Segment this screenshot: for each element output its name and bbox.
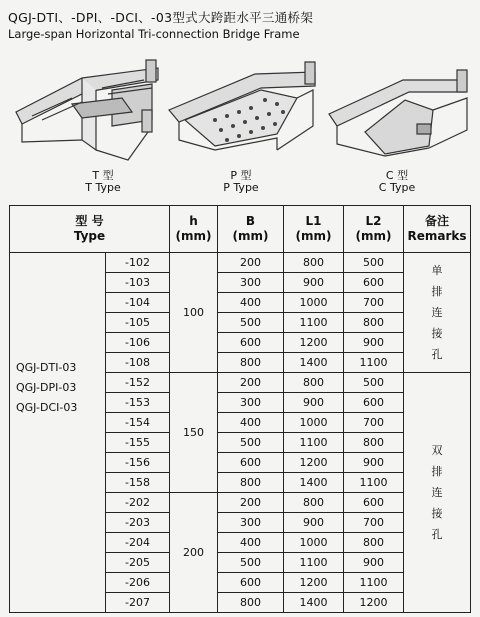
type-suffix-cell: -206 — [106, 573, 170, 593]
l1-value-cell: 1000 — [284, 413, 344, 433]
model-names-cell — [10, 253, 106, 613]
l2-value-cell: 600 — [344, 393, 404, 413]
type-suffix-cell: -203 — [106, 513, 170, 533]
type-suffix-cell: -155 — [106, 433, 170, 453]
l1-value-cell: 1100 — [284, 313, 344, 333]
t-type-tray-drawing — [12, 50, 162, 168]
l2-value-cell: 1100 — [344, 353, 404, 373]
c-type-caption-cn: C 型 — [385, 169, 409, 182]
title-english: Large-span Horizontal Tri-connection Bridge Frame — [8, 27, 300, 41]
header-remarks — [404, 206, 471, 253]
remarks-char: 双 — [431, 444, 443, 457]
remarks-cell — [404, 253, 471, 373]
b-value-cell: 600 — [218, 453, 284, 473]
header-b — [218, 206, 284, 253]
remarks-char: 连 — [431, 306, 443, 319]
p-type-caption — [196, 170, 286, 194]
l2-value-cell: 500 — [344, 373, 404, 393]
type-suffix-cell: -103 — [106, 273, 170, 293]
type-suffix-cell: -205 — [106, 553, 170, 573]
type-suffix-cell: -154 — [106, 413, 170, 433]
figure-area — [0, 50, 480, 200]
l2-value-cell: 700 — [344, 513, 404, 533]
table-header-row — [10, 206, 471, 253]
type-suffix-cell: -104 — [106, 293, 170, 313]
t-type-caption-en: T Type — [85, 181, 121, 194]
header-remarks-cn: 备注 — [424, 214, 449, 228]
model-name: QGJ-DTI-03 — [16, 361, 77, 374]
table-row — [10, 253, 471, 273]
b-value-cell: 200 — [218, 373, 284, 393]
header-l1-label: L1 — [305, 214, 322, 228]
l1-value-cell: 900 — [284, 273, 344, 293]
l2-value-cell: 800 — [344, 433, 404, 453]
l2-value-cell: 800 — [344, 313, 404, 333]
type-suffix-cell: -158 — [106, 473, 170, 493]
l1-value-cell: 800 — [284, 253, 344, 273]
b-value-cell: 400 — [218, 293, 284, 313]
type-suffix-cell: -108 — [106, 353, 170, 373]
model-name: QGJ-DPI-03 — [16, 381, 77, 394]
l2-value-cell: 800 — [344, 533, 404, 553]
table-body — [10, 253, 471, 613]
b-value-cell: 400 — [218, 413, 284, 433]
b-value-cell: 200 — [218, 253, 284, 273]
remarks-char: 孔 — [431, 348, 443, 361]
l2-value-cell: 700 — [344, 413, 404, 433]
header-h-label: h — [189, 214, 198, 228]
type-suffix-cell: -105 — [106, 313, 170, 333]
b-value-cell: 600 — [218, 573, 284, 593]
l2-value-cell: 1200 — [344, 593, 404, 613]
b-value-cell: 300 — [218, 393, 284, 413]
header-h-unit: (mm) — [175, 229, 212, 243]
type-suffix-cell: -102 — [106, 253, 170, 273]
l1-value-cell: 1000 — [284, 293, 344, 313]
l2-value-cell: 700 — [344, 293, 404, 313]
b-value-cell: 500 — [218, 553, 284, 573]
remarks-char: 排 — [431, 465, 443, 478]
l1-value-cell: 1100 — [284, 553, 344, 573]
c-type-tray-drawing — [325, 50, 475, 168]
p-type-caption-en: P Type — [223, 181, 259, 194]
b-value-cell: 500 — [218, 433, 284, 453]
c-type-caption-en: C Type — [378, 181, 416, 194]
p-type-tray-drawing — [165, 50, 325, 168]
l1-value-cell: 1400 — [284, 473, 344, 493]
remarks-char: 排 — [431, 285, 443, 298]
remarks-char: 接 — [431, 327, 443, 340]
b-value-cell: 300 — [218, 513, 284, 533]
b-value-cell: 800 — [218, 593, 284, 613]
l2-value-cell: 900 — [344, 453, 404, 473]
c-type-caption — [352, 170, 442, 194]
b-value-cell: 500 — [218, 313, 284, 333]
l2-value-cell: 600 — [344, 493, 404, 513]
type-suffix-cell: -207 — [106, 593, 170, 613]
l2-value-cell: 600 — [344, 273, 404, 293]
h-value-cell: 150 — [170, 373, 218, 493]
type-suffix-cell: -152 — [106, 373, 170, 393]
type-suffix-cell: -156 — [106, 453, 170, 473]
h-value-cell: 100 — [170, 253, 218, 373]
header-type — [10, 206, 170, 253]
b-value-cell: 800 — [218, 473, 284, 493]
remarks-char: 连 — [431, 486, 443, 499]
type-suffix-cell: -202 — [106, 493, 170, 513]
p-type-caption-cn: P 型 — [230, 169, 252, 182]
l1-value-cell: 800 — [284, 493, 344, 513]
b-value-cell: 400 — [218, 533, 284, 553]
remarks-char: 孔 — [431, 528, 443, 541]
header-type-cn: 型 号 — [75, 214, 104, 228]
model-name: QGJ-DCI-03 — [16, 401, 78, 414]
t-type-caption — [58, 170, 148, 194]
header-l2-label: L2 — [365, 214, 382, 228]
specification-table — [9, 205, 471, 613]
l2-value-cell: 1100 — [344, 473, 404, 493]
header-remarks-en: Remarks — [407, 229, 467, 243]
l2-value-cell: 900 — [344, 553, 404, 573]
l1-value-cell: 1200 — [284, 573, 344, 593]
remarks-char: 接 — [431, 507, 443, 520]
type-suffix-cell: -204 — [106, 533, 170, 553]
b-value-cell: 800 — [218, 353, 284, 373]
header-l2 — [344, 206, 404, 253]
type-suffix-cell: -153 — [106, 393, 170, 413]
type-suffix-cell: -106 — [106, 333, 170, 353]
l2-value-cell: 500 — [344, 253, 404, 273]
header-h — [170, 206, 218, 253]
header-l2-unit: (mm) — [355, 229, 392, 243]
l1-value-cell: 1200 — [284, 333, 344, 353]
header-b-label: B — [245, 214, 256, 228]
l1-value-cell: 900 — [284, 393, 344, 413]
title-chinese: QGJ-DTI、-DPI、-DCI、-03型式大跨距水平三通桥架 — [8, 10, 314, 25]
header-type-en: Type — [73, 229, 106, 243]
l1-value-cell: 900 — [284, 513, 344, 533]
header-l1-unit: (mm) — [295, 229, 332, 243]
h-value-cell: 200 — [170, 493, 218, 613]
l1-value-cell: 800 — [284, 373, 344, 393]
l1-value-cell: 1200 — [284, 453, 344, 473]
t-type-caption-cn: T 型 — [92, 169, 114, 182]
b-value-cell: 300 — [218, 273, 284, 293]
b-value-cell: 600 — [218, 333, 284, 353]
l1-value-cell: 1400 — [284, 593, 344, 613]
l2-value-cell: 1100 — [344, 573, 404, 593]
remarks-char: 单 — [431, 264, 443, 277]
l1-value-cell: 1000 — [284, 533, 344, 553]
b-value-cell: 200 — [218, 493, 284, 513]
header-b-unit: (mm) — [232, 229, 269, 243]
l1-value-cell: 1100 — [284, 433, 344, 453]
l2-value-cell: 900 — [344, 333, 404, 353]
remarks-cell — [404, 373, 471, 613]
l1-value-cell: 1400 — [284, 353, 344, 373]
header-l1 — [284, 206, 344, 253]
